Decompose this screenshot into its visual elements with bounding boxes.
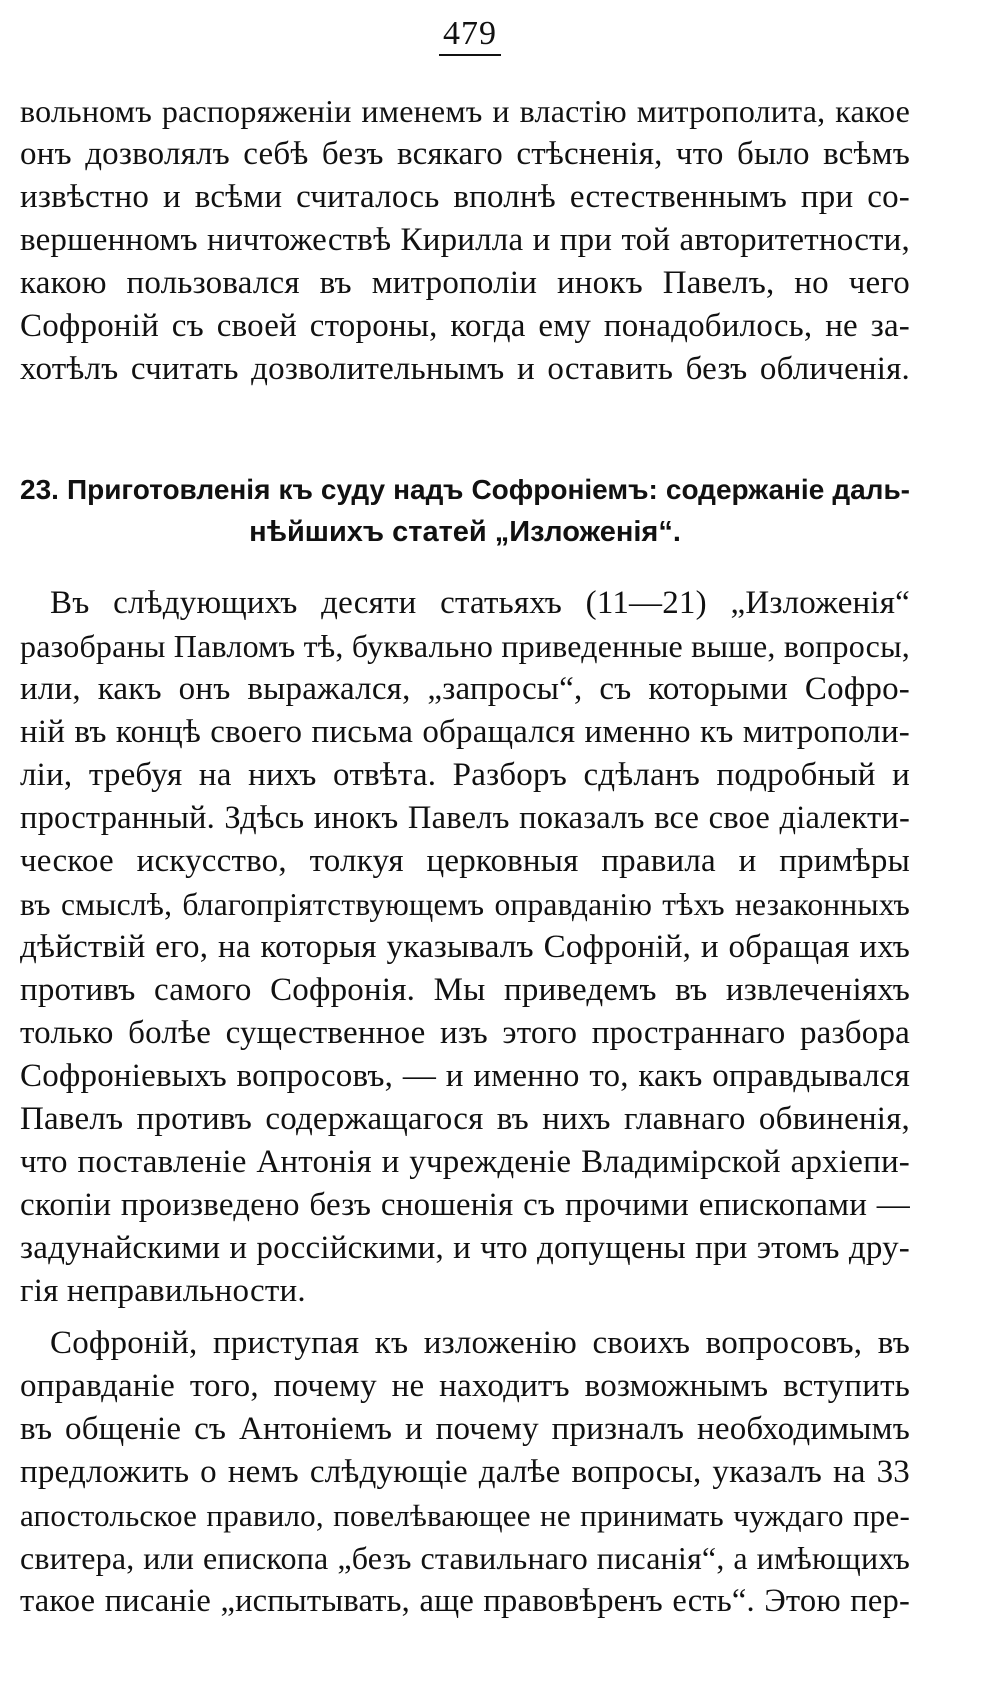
text-line: ліи, требуя на нихъ отвѣта. Разборъ сдѣланъ подробный и <box>20 757 910 793</box>
section-heading <box>20 468 910 554</box>
text-line: гія неправильности. <box>20 1273 306 1309</box>
paragraph-2 <box>20 582 910 1313</box>
page-number: 479 <box>0 14 940 56</box>
paragraph-continuation <box>20 90 910 391</box>
text-line: противъ самого Софронія. Мы приведемъ въ извлеченіяхъ <box>20 972 910 1008</box>
text-line: или, какъ онъ выражался, „запросы“, съ которыми Софро- <box>20 671 910 707</box>
text-line: хотѣлъ считать дозволительнымъ и оставить безъ обличенія. <box>20 351 910 387</box>
paragraph-3 <box>20 1322 910 1623</box>
text-line: онъ дозволялъ себѣ безъ всякаго стѣсненія, что было всѣмъ <box>20 136 910 172</box>
text-line: Павелъ противъ содержащагося въ нихъ главнаго обвиненія, <box>20 1101 910 1137</box>
text-line: извѣстно и всѣми считалось вполнѣ естественнымъ при со- <box>20 179 910 215</box>
text-line: скопіи произведено безъ сношенія съ прочими епископами — <box>20 1187 910 1223</box>
heading-line: нѣйшихъ статей „Изложенія“. <box>249 516 681 548</box>
text-line: вольномъ распоряженіи именемъ и властію митрополита, какое <box>20 93 910 129</box>
text-line: какою пользовался въ митрополіи инокъ Павелъ, но чего <box>20 265 910 301</box>
text-line: разобраны Павломъ тѣ, буквально приведенные выше, вопросы, <box>20 628 910 664</box>
text-line: въ общеніе съ Антоніемъ и почему призналъ необходимымъ <box>20 1411 910 1447</box>
text-line: пространный. Здѣсь инокъ Павелъ показалъ все свое діалекти- <box>20 800 910 836</box>
text-line: такое писаніе „испытывать, аще правовѣренъ есть“. Этою пер- <box>20 1583 910 1619</box>
text-line: Софроній съ своей стороны, когда ему понадобилось, не за- <box>20 308 910 344</box>
heading-line: 23. Приготовленія къ суду надъ Софроніемъ: содержаніе даль- <box>20 474 910 505</box>
text-line: вершенномъ ничтожествѣ Кирилла и при той авторитетности, <box>20 222 910 258</box>
text-line: ческое искусство, толкуя церковныя правила и примѣры <box>20 843 910 879</box>
text-line: только болѣе существенное изъ этого пространнаго разбора <box>20 1015 910 1051</box>
text-line: что поставленіе Антонія и учрежденіе Владимірской архіепи- <box>20 1144 910 1180</box>
text-line: Софроніевыхъ вопросовъ, — и именно то, какъ оправдывался <box>20 1058 910 1094</box>
text-line: ній въ концѣ своего письма обращался именно къ митрополи- <box>20 714 910 750</box>
text-line: Софроній, приступая къ изложенію своихъ вопросовъ, въ <box>50 1325 910 1361</box>
text-line: оправданіе того, почему не находитъ возможнымъ вступить <box>20 1368 910 1404</box>
text-line: предложить о немъ слѣдующіе далѣе вопросы, указалъ на 33 <box>20 1454 910 1490</box>
text-line: свитера, или епископа „безъ ставильнаго писанія“, а имѣющихъ <box>20 1540 910 1576</box>
text-line: задунайскими и россійскими, и что допущены при этомъ дру- <box>20 1230 910 1266</box>
text-line: апостольское правило, повелѣвающее не принимать чуждаго пре- <box>20 1498 910 1533</box>
text-line: дѣйствій его, на которыя указывалъ Софроній, и обращая ихъ <box>20 929 910 965</box>
text-line: Въ слѣдующихъ десяти статьяхъ (11—21) „Изложенія“ <box>50 585 910 621</box>
text-line: въ смыслѣ, благопріятствующемъ оправданію тѣхъ незаконныхъ <box>20 887 910 922</box>
